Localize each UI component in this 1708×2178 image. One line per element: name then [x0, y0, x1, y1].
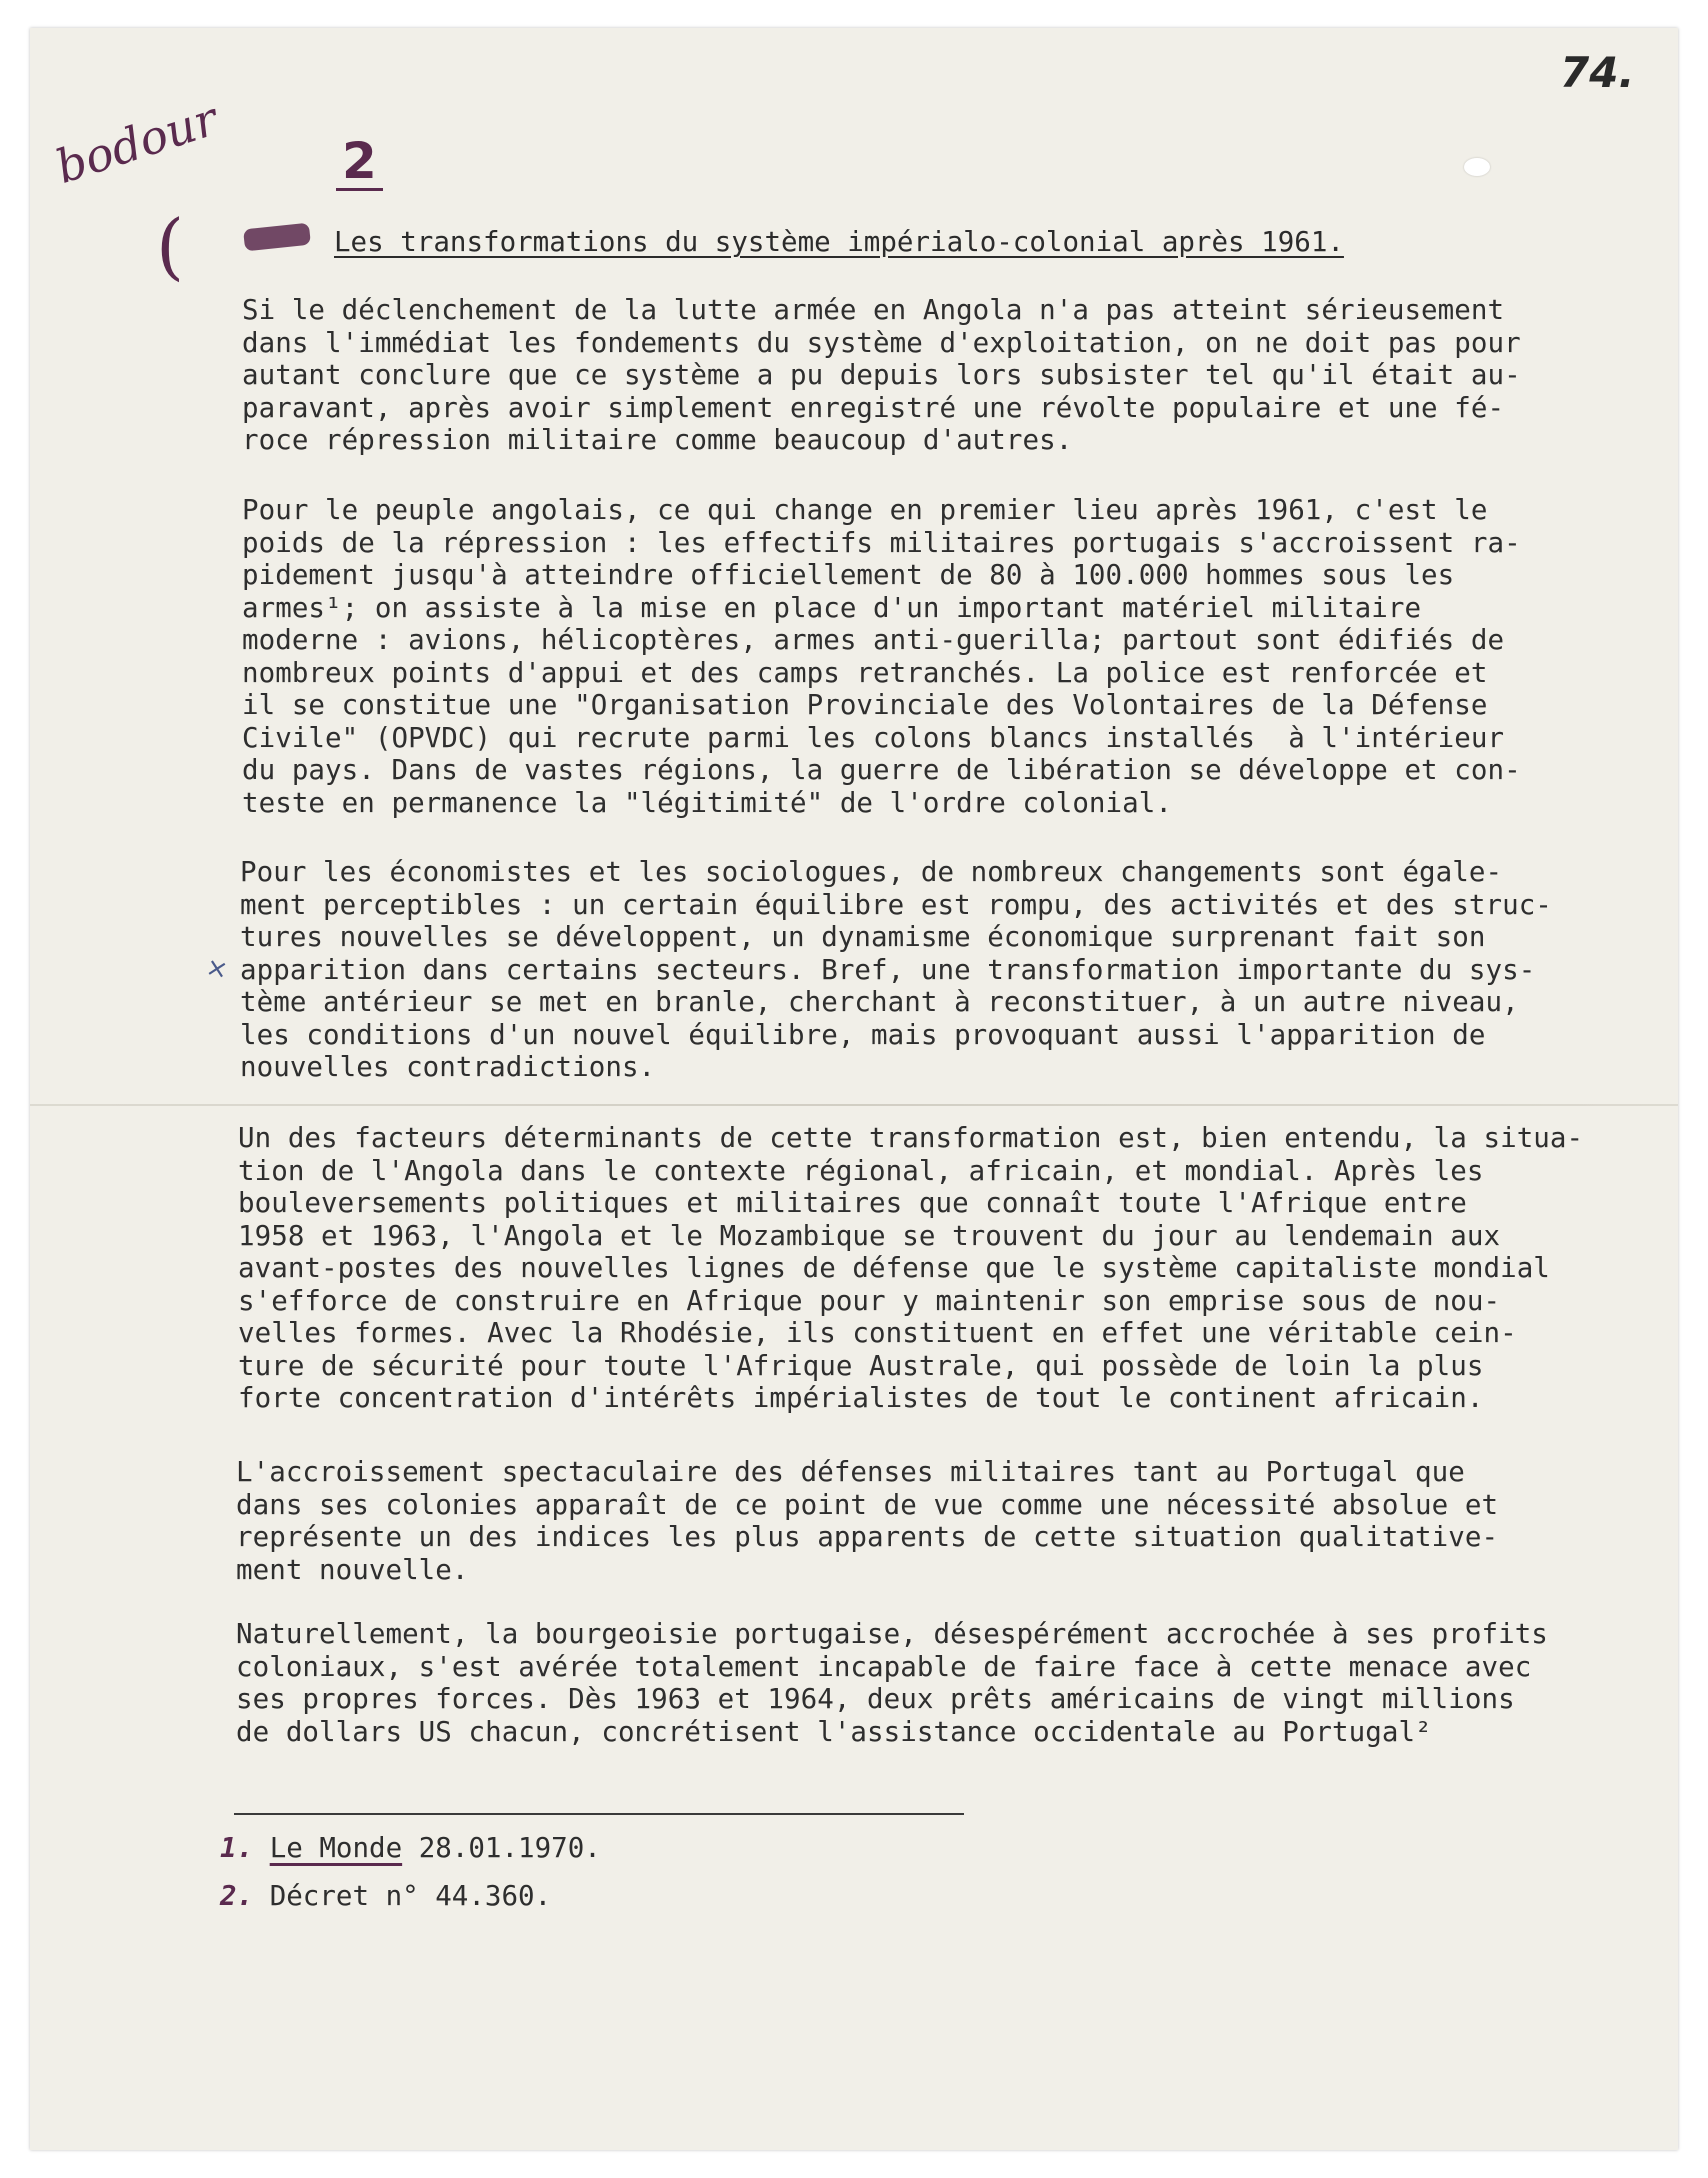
- paper-hole: [1464, 158, 1490, 176]
- footnote-2-marker: 2: [220, 1880, 237, 1912]
- handwritten-margin-note: bodour: [49, 91, 224, 194]
- struck-out-mark: [243, 223, 311, 252]
- fold-crease: [30, 1104, 1678, 1106]
- section-title: Les transformations du système impérialo-colonial après 1961.: [334, 226, 1344, 258]
- margin-cross-mark: ×: [203, 952, 231, 986]
- footnote-1-source: Le Monde: [269, 1832, 403, 1864]
- paragraph-4: Un des facteurs déterminants de cette transformation est, bien entendu, la situa- tion de l'Angola dans le contexte régional, africain, et mondial. Après les bouleversements politiques et militaires que connaît toute l'Afrique entre 1958 et 1963, l'Angola et le Mozambique se trouvent du jour au lendemain aux avant-postes des nouvelles lignes de défense que le système capitaliste mondial s'efforce de construire en Afrique pour y maintenir son emprise sous de nou- velles formes. Avec la Rhodésie, ils constituent en effet une véritable cein- ture de sécurité pour toute l'Afrique Australe, qui possède de loin la plus forte concentration d'intérêts impérialistes de tout le continent africain.: [238, 1122, 1584, 1414]
- paragraph-1: Si le déclenchement de la lutte armée en Angola n'a pas atteint sérieusement dans l'immédiat les fondements du système d'exploitation, on ne doit pas pour autant conclure que ce système a pu depuis lors subsister tel qu'il était au- paravant, après avoir simplement enregistré une révolte populaire et une fé- roce répression militaire comme beaucoup d'autres.: [242, 294, 1521, 456]
- handwritten-bracket: (: [156, 204, 185, 288]
- footnote-2-text: Décret n° 44.360.: [269, 1880, 552, 1912]
- paragraph-2: Pour le peuple angolais, ce qui change en premier lieu après 1961, c'est le poids de la répression : les effectifs militaires portugais s'accroissent ra- pidement jusqu'à atteindre officiellement de 80 à 100.000 hommes sous les armes¹; on assiste à la mise en place d'un important matériel militaire moderne : avions, hélicoptères, armes anti-guerilla; partout sont édifiés de nombreux points d'appui et des camps retranchés. La police est renforcée et il se constitue une "Organisation Provinciale des Volontaires de la Défense Civile" (OPVDC) qui recrute parmi les colons blancs installés à l'intérieur du pays. Dans de vastes régions, la guerre de libération se développe et con- teste en permanence la "légitimité" de l'ordre colonial.: [242, 494, 1521, 819]
- section-number: 2: [336, 136, 383, 191]
- paragraph-6: Naturellement, la bourgeoisie portugaise, désespérément accrochée à ses profits coloniaux, s'est avérée totalement incapable de faire face à cette menace avec ses propres forces. Dès 1963 et 1964, deux prêts américains de vingt millions de dollars US chacun, concrétisent l'assistance occidentale au Portugal²: [236, 1618, 1548, 1748]
- paragraph-3: Pour les économistes et les sociologues, de nombreux changements sont égale- ment perceptibles : un certain équilibre est rompu, des activités et des struc- tures nouvelles se développent, un dynamisme économique surprenant fait son apparition dans certains secteurs. Bref, une transformation importante du sys- tème antérieur se met en branle, cherchant à reconstituer, à un autre niveau, les conditions d'un nouvel équilibre, mais provoquant aussi l'apparition de nouvelles contradictions.: [240, 856, 1552, 1083]
- page-number: 74.: [1560, 48, 1635, 97]
- paragraph-5: L'accroissement spectaculaire des défenses militaires tant au Portugal que dans ses colonies apparaît de ce point de vue comme une nécessité absolue et représente un des indices les plus apparents de cette situation qualitative- ment nouvelle.: [236, 1456, 1499, 1586]
- footnote-1-marker: 1: [220, 1832, 237, 1864]
- footnote-1-date: 28.01.1970.: [418, 1832, 601, 1864]
- footnote-separator: [234, 1813, 964, 1815]
- footnote-2: 2. Décret n° 44.360.: [220, 1880, 552, 1912]
- footnote-1: 1. Le Monde 28.01.1970.: [220, 1832, 601, 1864]
- paper-sheet: [30, 28, 1678, 2150]
